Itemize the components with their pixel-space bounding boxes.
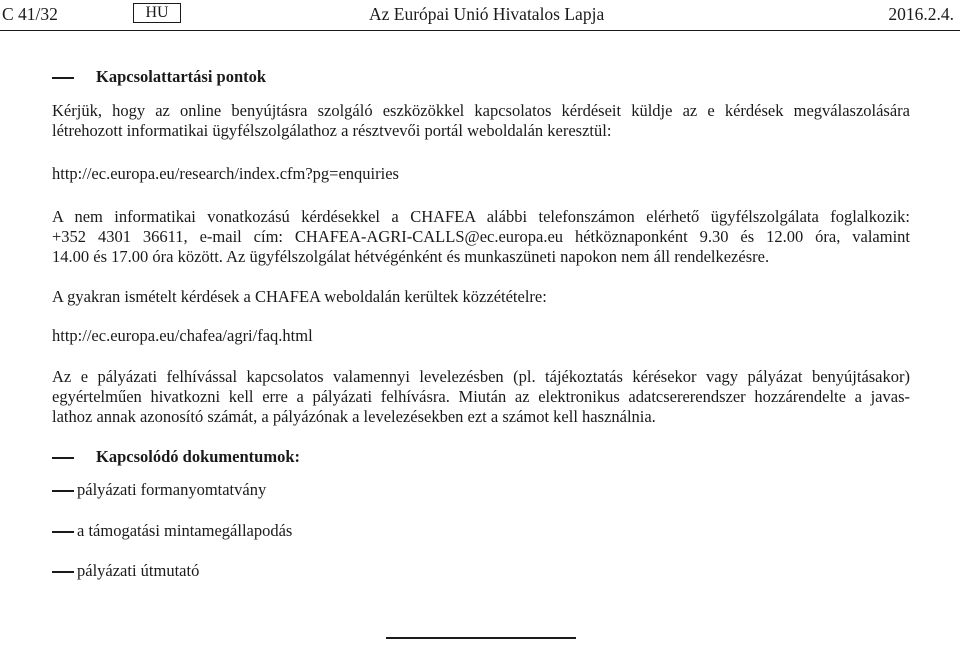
- contact-para4-line3: lathoz annak azonosító számát, a pályázónak a levelezésekben ezt a számot kell használnia.: [52, 407, 656, 426]
- docs-item: pályázati útmutató: [77, 561, 200, 580]
- docs-heading: Kapcsolódó dokumentumok:: [96, 447, 301, 466]
- header-rule: [0, 30, 960, 31]
- contact-para2-line2: +352 4301 36611, e-mail cím: CHAFEA-AGRI-CALLS@ec.europa.eu hétköznaponként 9.30 és 12.00 óra, valamint: [52, 227, 910, 246]
- contact-para1-line1: Kérjük, hogy az online benyújtásra szolgáló eszközökkel kapcsolatos kérdéseit küldje az e kérdések megválaszolására: [52, 101, 910, 120]
- docs-item: pályázati formanyomtatvány: [77, 480, 267, 499]
- list-dash: [52, 531, 74, 533]
- journal-title: Az Európai Unió Hivatalos Lapja: [369, 4, 605, 24]
- section-dash: [52, 77, 74, 79]
- enquiries-url[interactable]: http://ec.europa.eu/research/index.cfm?pg=enquiries: [52, 164, 399, 183]
- list-dash: [52, 490, 74, 492]
- section-dash: [52, 457, 74, 459]
- footnote-rule: [386, 637, 576, 639]
- language-badge: HU: [133, 3, 181, 23]
- contact-para3: A gyakran ismételt kérdések a CHAFEA weboldalán kerültek közzétételre:: [52, 287, 547, 306]
- faq-url[interactable]: http://ec.europa.eu/chafea/agri/faq.html: [52, 326, 313, 345]
- contact-para1-line2: létrehozott informatikai ügyfélszolgálathoz a résztvevői portál weboldalán keresztül:: [52, 121, 612, 140]
- contact-heading: Kapcsolattartási pontok: [96, 67, 267, 86]
- contact-para2-line1: A nem informatikai vonatkozású kérdésekkel a CHAFEA alábbi telefonszámon elérhető ügyfélszolgálata foglalkozik:: [52, 207, 910, 226]
- contact-para4-line1: Az e pályázati felhívással kapcsolatos valamennyi levelezésben (pl. tájékoztatás kérésekor vagy pályázat benyújtásakor): [52, 367, 910, 386]
- docs-item: a támogatási mintamegállapodás: [77, 521, 293, 540]
- page-number: C 41/32: [2, 4, 58, 24]
- list-dash: [52, 571, 74, 573]
- contact-para4-line2: egyértelműen hivatkozni kell erre a pályázati felhívásra. Miután az elektronikus adatcsererendszer hozzárendelte a javas-: [52, 387, 910, 406]
- contact-para2-line3: 14.00 és 17.00 óra között. Az ügyfélszolgálat hétvégénként és munkaszüneti napokon nem áll rendelkezésre.: [52, 247, 770, 266]
- issue-date: 2016.2.4.: [888, 4, 954, 24]
